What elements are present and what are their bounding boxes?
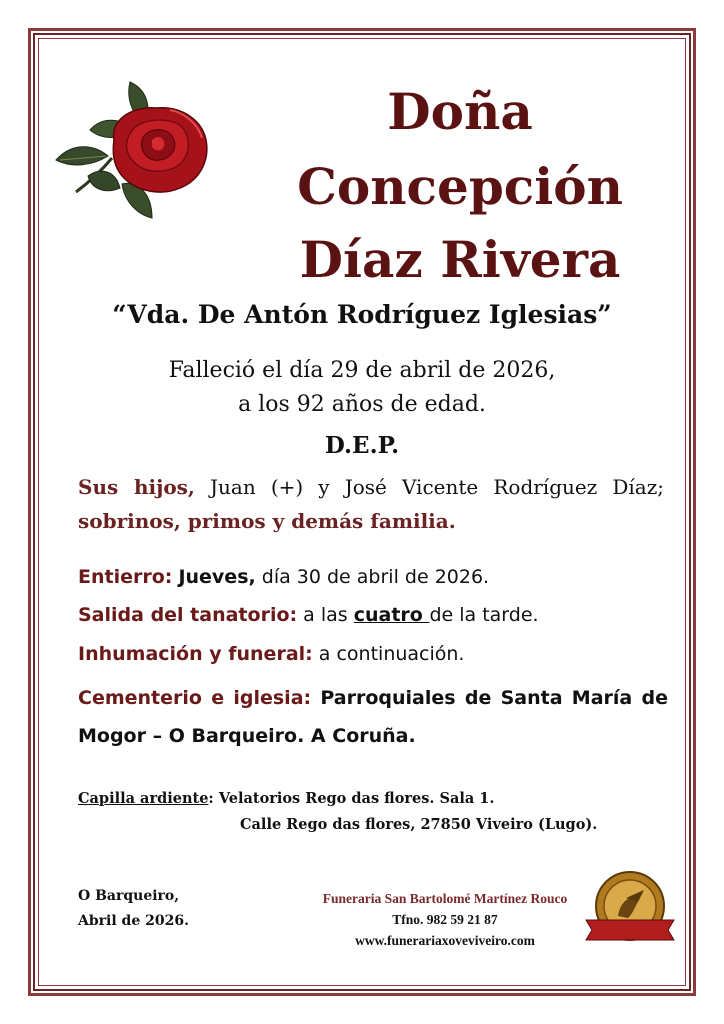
deceased-name-line-3: Díaz Rivera — [299, 230, 621, 289]
interment-value: a continuación. — [312, 643, 465, 665]
death-date-line: Falleció el día 29 de abril de 2026, — [168, 358, 556, 383]
funeral-home-name: Funeraria San Bartolomé Martínez Rouco — [322, 891, 568, 906]
chapel-venue: : Velatorios Rego das flores. Sala 1. — [208, 790, 495, 807]
family-paragraph — [78, 470, 664, 538]
funeral-home-seal-icon — [580, 868, 680, 950]
chapel-address: Calle Rego das flores, 27850 Viveiro (Lugo). — [240, 816, 598, 833]
funeral-home-info — [290, 888, 600, 951]
red-rose-icon — [52, 80, 220, 222]
cemetery-label: Cementerio e iglesia: — [78, 687, 312, 709]
funeral-home-web: www.funerariaxoveviveiro.com — [355, 933, 535, 948]
departure-line — [78, 604, 668, 626]
departure-pre: a las — [297, 604, 354, 626]
departure-time: cuatro — [353, 604, 430, 626]
interment-line — [78, 643, 668, 665]
burial-day: Jueves, — [178, 566, 256, 588]
children-label: Sus hijos, — [78, 475, 195, 499]
cemetery-value: Parroquiales de Santa María de Mogor – O Barqueiro. A Coruña. — [78, 687, 668, 747]
age-line: a los 92 años de edad. — [238, 392, 486, 417]
chapel-info — [78, 786, 678, 838]
cemetery-line — [78, 679, 668, 755]
departure-post: de la tarde. — [429, 604, 539, 626]
burial-line — [78, 566, 668, 588]
place: O Barqueiro, — [78, 888, 180, 904]
deceased-name-line-1: Doña — [387, 82, 533, 141]
date: Abril de 2026. — [78, 913, 189, 929]
death-notice — [40, 354, 684, 422]
deceased-name-line-2: Concepción — [297, 157, 623, 216]
chapel-label: Capilla ardiente — [78, 790, 209, 807]
chapel-line-1 — [78, 786, 678, 812]
funeral-home-phone: Tfno. 982 59 21 87 — [392, 912, 498, 927]
children-names: Juan (+) y José Vicente Rodríguez Díaz; — [194, 475, 664, 499]
departure-label: Salida del tanatorio: — [78, 604, 298, 626]
widow-of-line: “Vda. De Antón Rodríguez Iglesias” — [112, 300, 612, 329]
relatives-text: sobrinos, primos y demás familia. — [78, 509, 456, 533]
burial-date: día 30 de abril de 2026. — [255, 566, 490, 588]
interment-label: Inhumación y funeral: — [78, 643, 313, 665]
rip-heading: D.E.P. — [324, 432, 400, 459]
burial-label: Entierro: — [78, 566, 173, 588]
place-date — [78, 884, 278, 934]
